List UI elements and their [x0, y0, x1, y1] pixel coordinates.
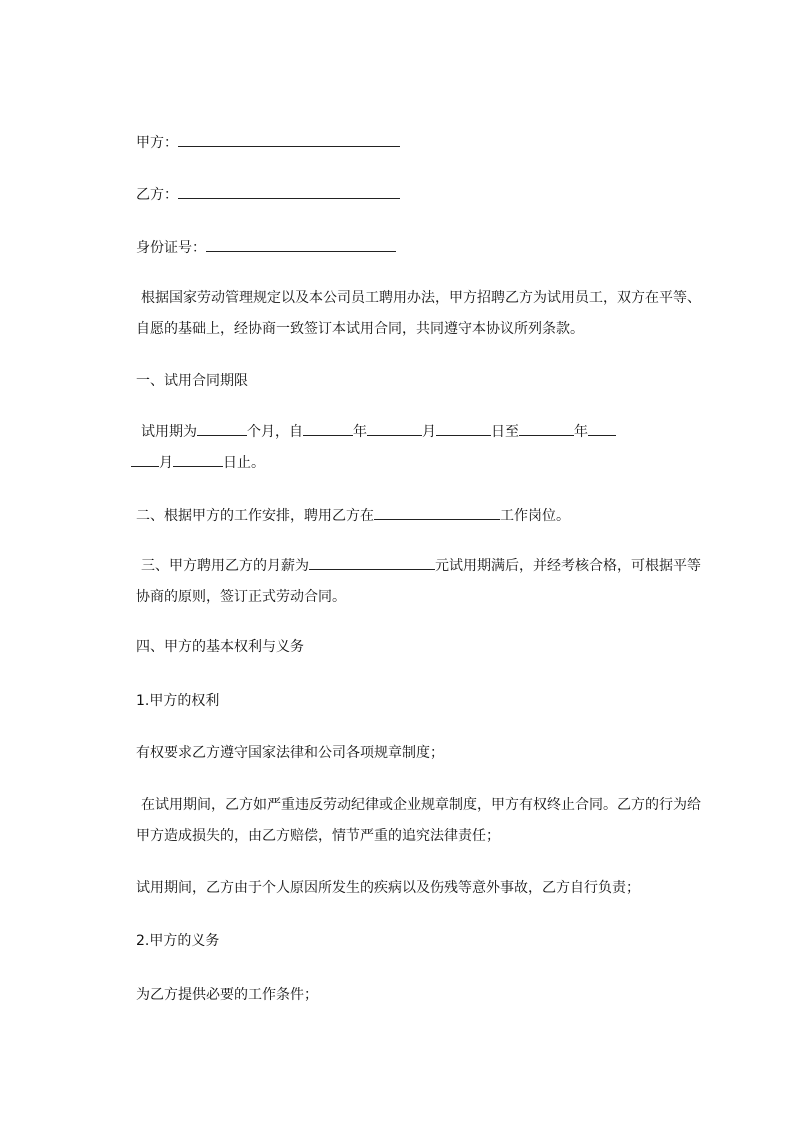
right-1: 有权要求乙方遵守国家法律和公司各项规章制度；: [136, 745, 444, 761]
section-4-title: 四、甲方的基本权利与义务: [136, 639, 304, 655]
probation-text-5: 日至: [491, 424, 519, 440]
section-2-text-1: 二、根据甲方的工作安排，聘用乙方在: [136, 508, 374, 524]
position-blank[interactable]: [374, 505, 500, 520]
probation-text-2: 个月，自: [247, 424, 303, 440]
probation-text-4: 月: [422, 424, 436, 440]
section-3-text-1: 三、甲方聘用乙方的月薪为: [141, 558, 309, 574]
right-2: 在试用期间，乙方如严重违反劳动纪律或企业规章制度，甲方有权终止合同。乙方的行为给甲方造成损失的，由乙方赔偿，情节严重的追究法律责任；: [136, 797, 701, 844]
party-a-label: 甲方：: [136, 135, 178, 151]
id-number-blank[interactable]: [206, 237, 396, 252]
rights-title: 1.甲方的权利: [136, 693, 220, 709]
start-year-blank[interactable]: [303, 421, 353, 436]
probation-text-6: 年: [574, 424, 588, 440]
section-3-text-2: 元试用期满后，并经考核合格，可根据平等协商的原则，签订正式劳动合同。: [136, 558, 701, 605]
intro-paragraph: 根据国家劳动管理规定以及本公司员工聘用办法，甲方招聘乙方为试用员工，双方在平等、自愿的基础上，经协商一致签订本试用合同，共同遵守本协议所列条款。: [136, 290, 701, 337]
end-year-blank[interactable]: [519, 421, 574, 436]
section-2-line: [136, 505, 570, 526]
section-2-text-2: 工作岗位。: [500, 508, 570, 524]
duties-title: 2.甲方的义务: [136, 933, 220, 949]
probation-text-1: 试用期为: [141, 424, 197, 440]
start-day-blank[interactable]: [436, 421, 491, 436]
start-month-blank[interactable]: [367, 421, 422, 436]
id-number-line: [136, 237, 396, 258]
probation-text-8: 日止。: [223, 455, 265, 471]
party-b-blank[interactable]: [178, 184, 400, 199]
months-blank[interactable]: [197, 421, 247, 436]
party-a-line: [136, 132, 400, 153]
party-a-blank[interactable]: [178, 132, 400, 147]
end-day-blank[interactable]: [173, 452, 223, 467]
party-b-label: 乙方：: [136, 187, 178, 203]
id-number-label: 身份证号：: [136, 240, 206, 256]
probation-text-7: 月: [159, 455, 173, 471]
end-month-blank-part1[interactable]: [588, 421, 616, 436]
party-b-line: [136, 184, 400, 205]
end-month-blank-part2[interactable]: [131, 452, 159, 467]
probation-text-3: 年: [353, 424, 367, 440]
probation-paragraph: [136, 417, 702, 479]
salary-blank[interactable]: [309, 555, 435, 570]
section-3-paragraph: [136, 551, 702, 613]
section-1-title: 一、试用合同期限: [136, 373, 248, 389]
duty-1: 为乙方提供必要的工作条件；: [136, 987, 318, 1003]
right-3: 试用期间，乙方由于个人原因所发生的疾病以及伤残等意外事故，乙方自行负责；: [136, 880, 640, 896]
